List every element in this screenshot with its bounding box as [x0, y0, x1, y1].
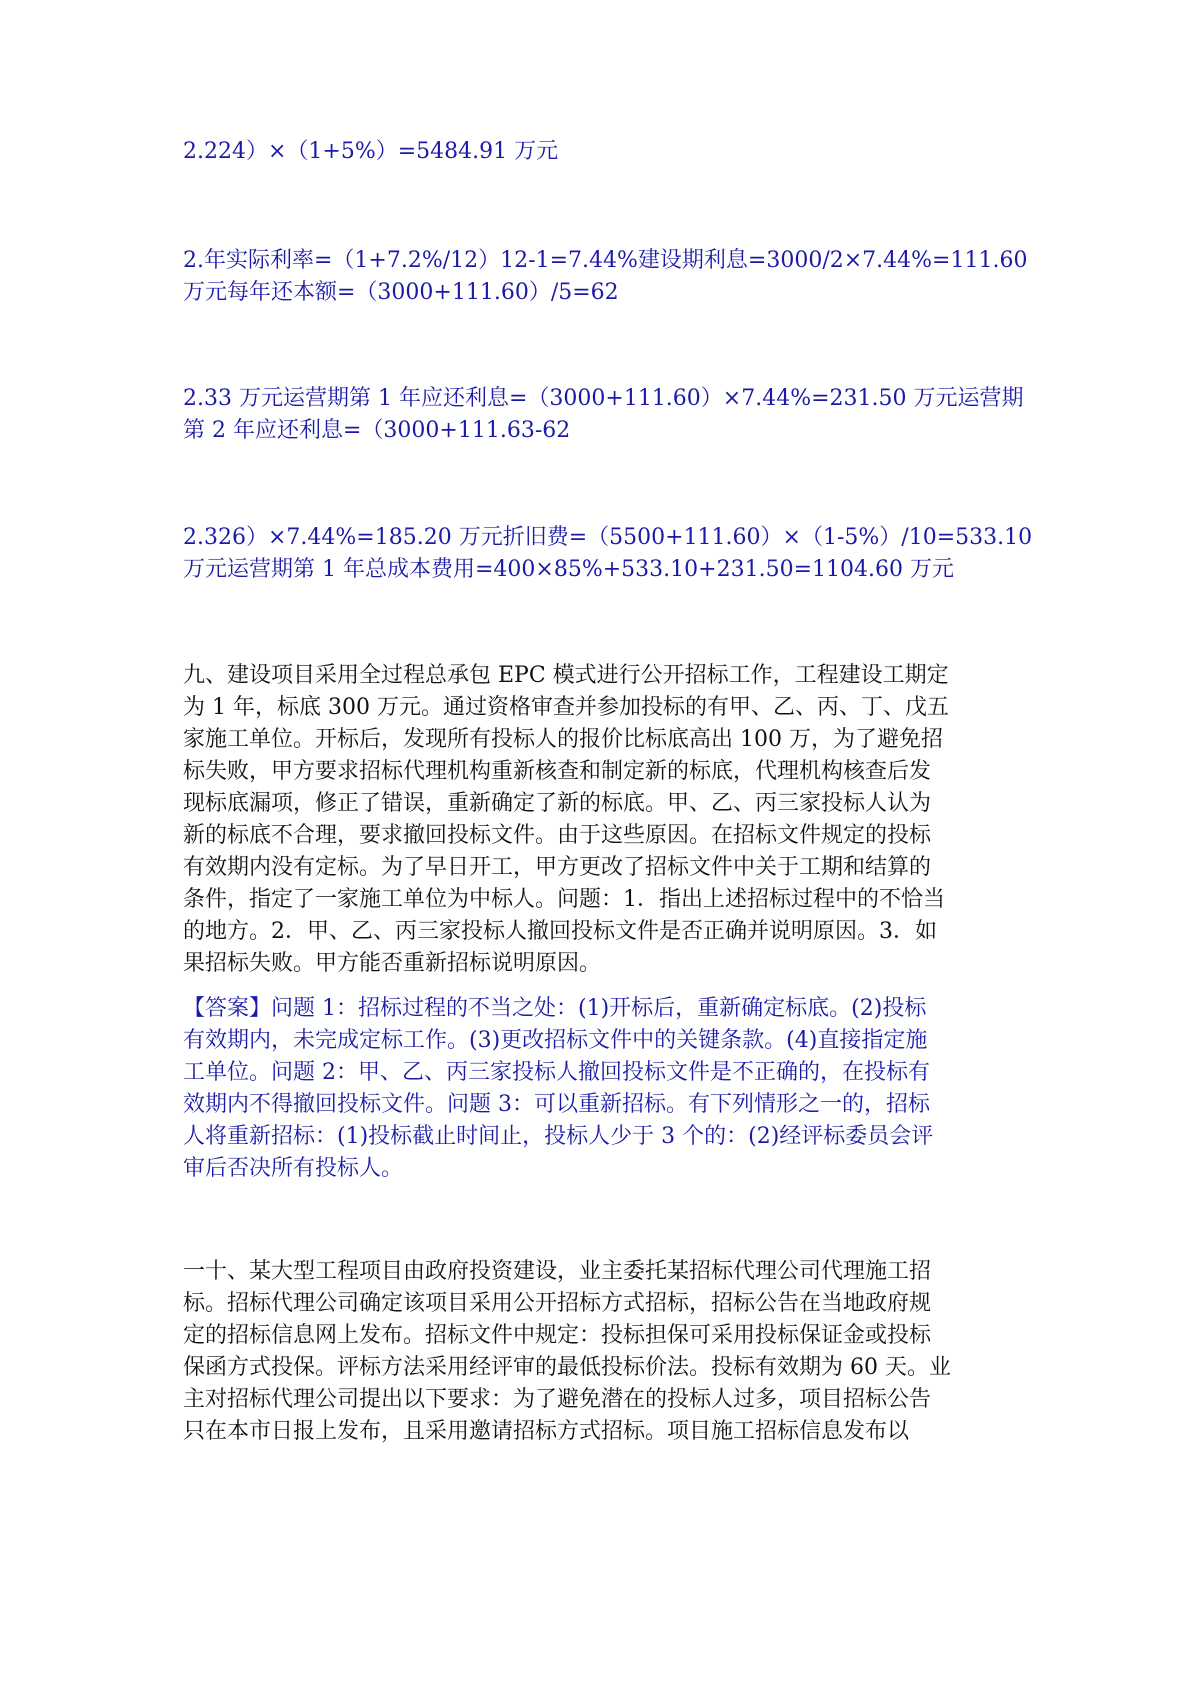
text-line: 的地方。2．甲、乙、丙三家投标人撤回投标文件是否正确并说明原因。3．如 — [183, 919, 937, 944]
text-line: 为 1 年，标底 300 万元。通过资格审查并参加投标的有甲、乙、丙、丁、戊五 — [183, 695, 949, 720]
text-line: 有效期内没有定标。为了早日开工，甲方更改了招标文件中关于工期和结算的 — [183, 855, 932, 880]
text-line: 第 2 年应还利息=（3000+111.63-62 — [183, 418, 571, 443]
text-line: 只在本市日报上发布，且采用邀请招标方式招标。项目施工招标信息发布以 — [183, 1419, 910, 1444]
text-line: 现标底漏项，修正了错误，重新确定了新的标底。甲、乙、丙三家投标人认为 — [183, 791, 932, 816]
calc-block-4 — [183, 522, 1033, 586]
text-line: 万元每年还本额=（3000+111.60）/5=62 — [183, 280, 619, 305]
text-line: 2.224）×（1+5%）=5484.91 万元 — [183, 139, 559, 164]
text-line: 2.33 万元运营期第 1 年应还利息=（3000+111.60）×7.44%=231.50 万元运营期 — [183, 386, 1024, 411]
text-line: 2.年实际利率=（1+7.2%/12）12-1=7.44%建设期利息=3000/2×7.44%=111.60 — [183, 248, 1028, 273]
calc-block-3 — [183, 383, 1023, 447]
text-line: 【答案】问题 1：招标过程的不当之处：(1)开标后，重新确定标底。(2)投标 — [183, 996, 927, 1021]
text-line: 果招标失败。甲方能否重新招标说明原因。 — [183, 951, 602, 976]
text-line: 一十、某大型工程项目由政府投资建设，业主委托某招标代理公司代理施工招 — [183, 1259, 932, 1284]
text-line: 效期内不得撤回投标文件。问题 3：可以重新招标。有下列情形之一的，招标 — [183, 1092, 930, 1117]
text-line: 九、建设项目采用全过程总承包 EPC 模式进行公开招标工作，工程建设工期定 — [183, 663, 949, 688]
text-line: 标失败，甲方要求招标代理机构重新核查和制定新的标底，代理机构核查后发 — [183, 759, 932, 784]
text-line: 家施工单位。开标后，发现所有投标人的报价比标底高出 100 万，为了避免招 — [183, 727, 943, 752]
text-line: 定的招标信息网上发布。招标文件中规定：投标担保可采用投标保证金或投标 — [183, 1323, 932, 1348]
text-line: 保函方式投保。评标方法采用经评审的最低投标价法。投标有效期为 60 天。业 — [183, 1355, 951, 1380]
text-line: 主对招标代理公司提出以下要求：为了避免潜在的投标人过多，项目招标公告 — [183, 1387, 932, 1412]
text-line: 条件，指定了一家施工单位为中标人。问题：1．指出上述招标过程中的不恰当 — [183, 887, 945, 912]
calc-block-2 — [183, 245, 1028, 309]
question-10 — [183, 1256, 1023, 1448]
text-line: 万元运营期第 1 年总成本费用=400×85%+533.10+231.50=1104.60 万元 — [183, 557, 954, 582]
text-line: 工单位。问题 2：甲、乙、丙三家投标人撤回投标文件是不正确的，在投标有 — [183, 1060, 930, 1085]
text-line: 新的标底不合理，要求撤回投标文件。由于这些原因。在招标文件规定的投标 — [183, 823, 932, 848]
question-9 — [183, 660, 1023, 980]
text-line: 审后否决所有投标人。 — [183, 1156, 404, 1181]
text-line: 标。招标代理公司确定该项目采用公开招标方式招标，招标公告在当地政府规 — [183, 1291, 932, 1316]
text-line: 人将重新招标：(1)投标截止时间止，投标人少于 3 个的：(2)经评标委员会评 — [183, 1124, 934, 1149]
calc-block-1 — [183, 136, 1023, 168]
text-line: 有效期内，未完成定标工作。(3)更改招标文件中的关键条款。(4)直接指定施 — [183, 1028, 928, 1053]
text-line: 2.326）×7.44%=185.20 万元折旧费=（5500+111.60）×（1-5%）/10=533.10 — [183, 525, 1033, 550]
answer-9 — [183, 993, 1023, 1185]
